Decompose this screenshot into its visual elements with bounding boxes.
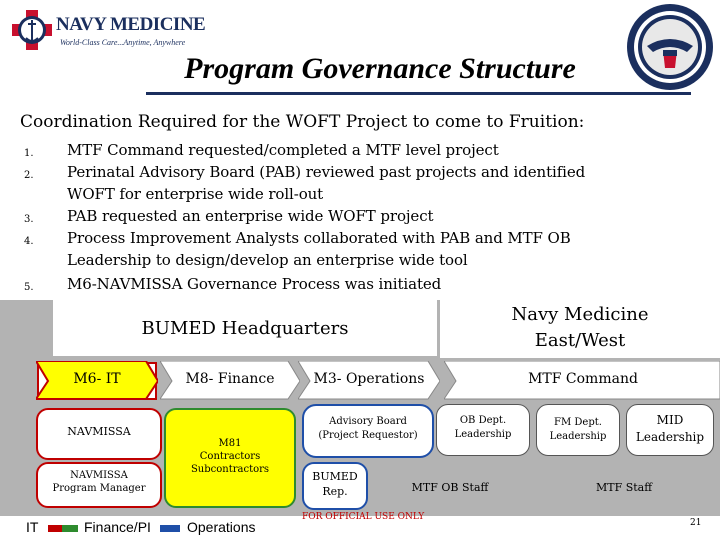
logo-title: NAVY MEDICINE <box>56 14 206 35</box>
navy-medicine-east-west-label <box>440 302 720 354</box>
step-text: PAB requested an enterprise wide WOFT project <box>67 207 434 225</box>
logo-tagline: World-Class Care...Anytime, Anywhere <box>60 38 186 47</box>
step-text: Perinatal Advisory Board (PAB) reviewed past projects and identified <box>67 163 586 181</box>
navmissa-pm-line: NAVMISSA <box>70 470 128 481</box>
step-text-continued: Leadership to design/develop an enterprise wide tool <box>67 251 468 269</box>
mtf-ob-staff-label: MTF OB Staff <box>411 481 489 494</box>
navmissa-pm-line: Program Manager <box>52 483 146 494</box>
step-text: MTF Command requested/completed a MTF level project <box>67 141 499 159</box>
step-number: 5. <box>24 282 34 293</box>
fm-dept-leadership-label <box>536 416 620 444</box>
advisory-line: (Project Requestor) <box>318 430 418 441</box>
page-number: 21 <box>690 518 702 528</box>
fm-line: FM Dept. <box>554 417 602 428</box>
classification-label: FOR OFFICIAL USE ONLY <box>302 512 425 522</box>
m3-operations-label: M3- Operations <box>313 371 425 387</box>
ob-line: Leadership <box>454 429 512 440</box>
step-text: Process Improvement Analysts collaborated with PAB and MTF OB <box>67 229 571 247</box>
ob-dept-leadership-label <box>436 414 530 442</box>
bumed-rep-label <box>302 469 368 499</box>
mid-line: Leadership <box>635 430 705 444</box>
east-west-line: Navy Medicine <box>511 304 649 325</box>
legend-label-finance: Finance/PI <box>84 519 151 535</box>
fm-line: Leadership <box>549 431 607 442</box>
title-divider <box>146 92 691 95</box>
legend-swatch-operations <box>160 525 180 532</box>
navy-medicine-logo <box>6 4 206 56</box>
mtf-command-label: MTF Command <box>528 371 638 387</box>
step-number: 1. <box>24 148 34 159</box>
step-number: 4. <box>24 236 34 247</box>
bumed-rep-line: Rep. <box>322 485 348 498</box>
mid-line: MID <box>656 413 684 427</box>
legend-label-operations: Operations <box>187 519 256 535</box>
step-text-continued: WOFT for enterprise wide roll-out <box>67 185 324 203</box>
bumed-headquarters-label: BUMED Headquarters <box>141 318 349 339</box>
step-text: M6-NAVMISSA Governance Process was initiated <box>67 275 442 293</box>
slide-title: Program Governance Structure <box>184 52 576 85</box>
mid-leadership-label <box>626 412 714 446</box>
east-west-line: East/West <box>534 330 626 351</box>
bumed-rep-line: BUMED <box>312 470 358 483</box>
m81-line: Contractors <box>199 451 261 462</box>
subtitle: Coordination Required for the WOFT Project to come to Fruition: <box>20 112 585 132</box>
step-number: 3. <box>24 214 34 225</box>
m81-contractors-label <box>164 437 296 476</box>
step-number: 2. <box>24 170 34 181</box>
mtf-staff-label: MTF Staff <box>595 481 653 494</box>
ob-line: OB Dept. <box>459 415 507 426</box>
advisory-line: Advisory Board <box>329 416 407 427</box>
legend-swatch-finance <box>62 525 78 532</box>
m6-it-label: M6- IT <box>73 371 121 387</box>
m81-line: M81 <box>218 438 242 449</box>
navy-medicine-emblem-icon <box>10 8 54 52</box>
m81-line: Subcontractors <box>190 464 270 475</box>
navmissa-label: NAVMISSA <box>67 425 131 438</box>
navmissa-program-manager-label <box>36 469 162 495</box>
advisory-board-label <box>302 415 434 443</box>
m8-finance-label: M8- Finance <box>185 371 275 387</box>
legend-label-it: IT <box>26 519 39 535</box>
